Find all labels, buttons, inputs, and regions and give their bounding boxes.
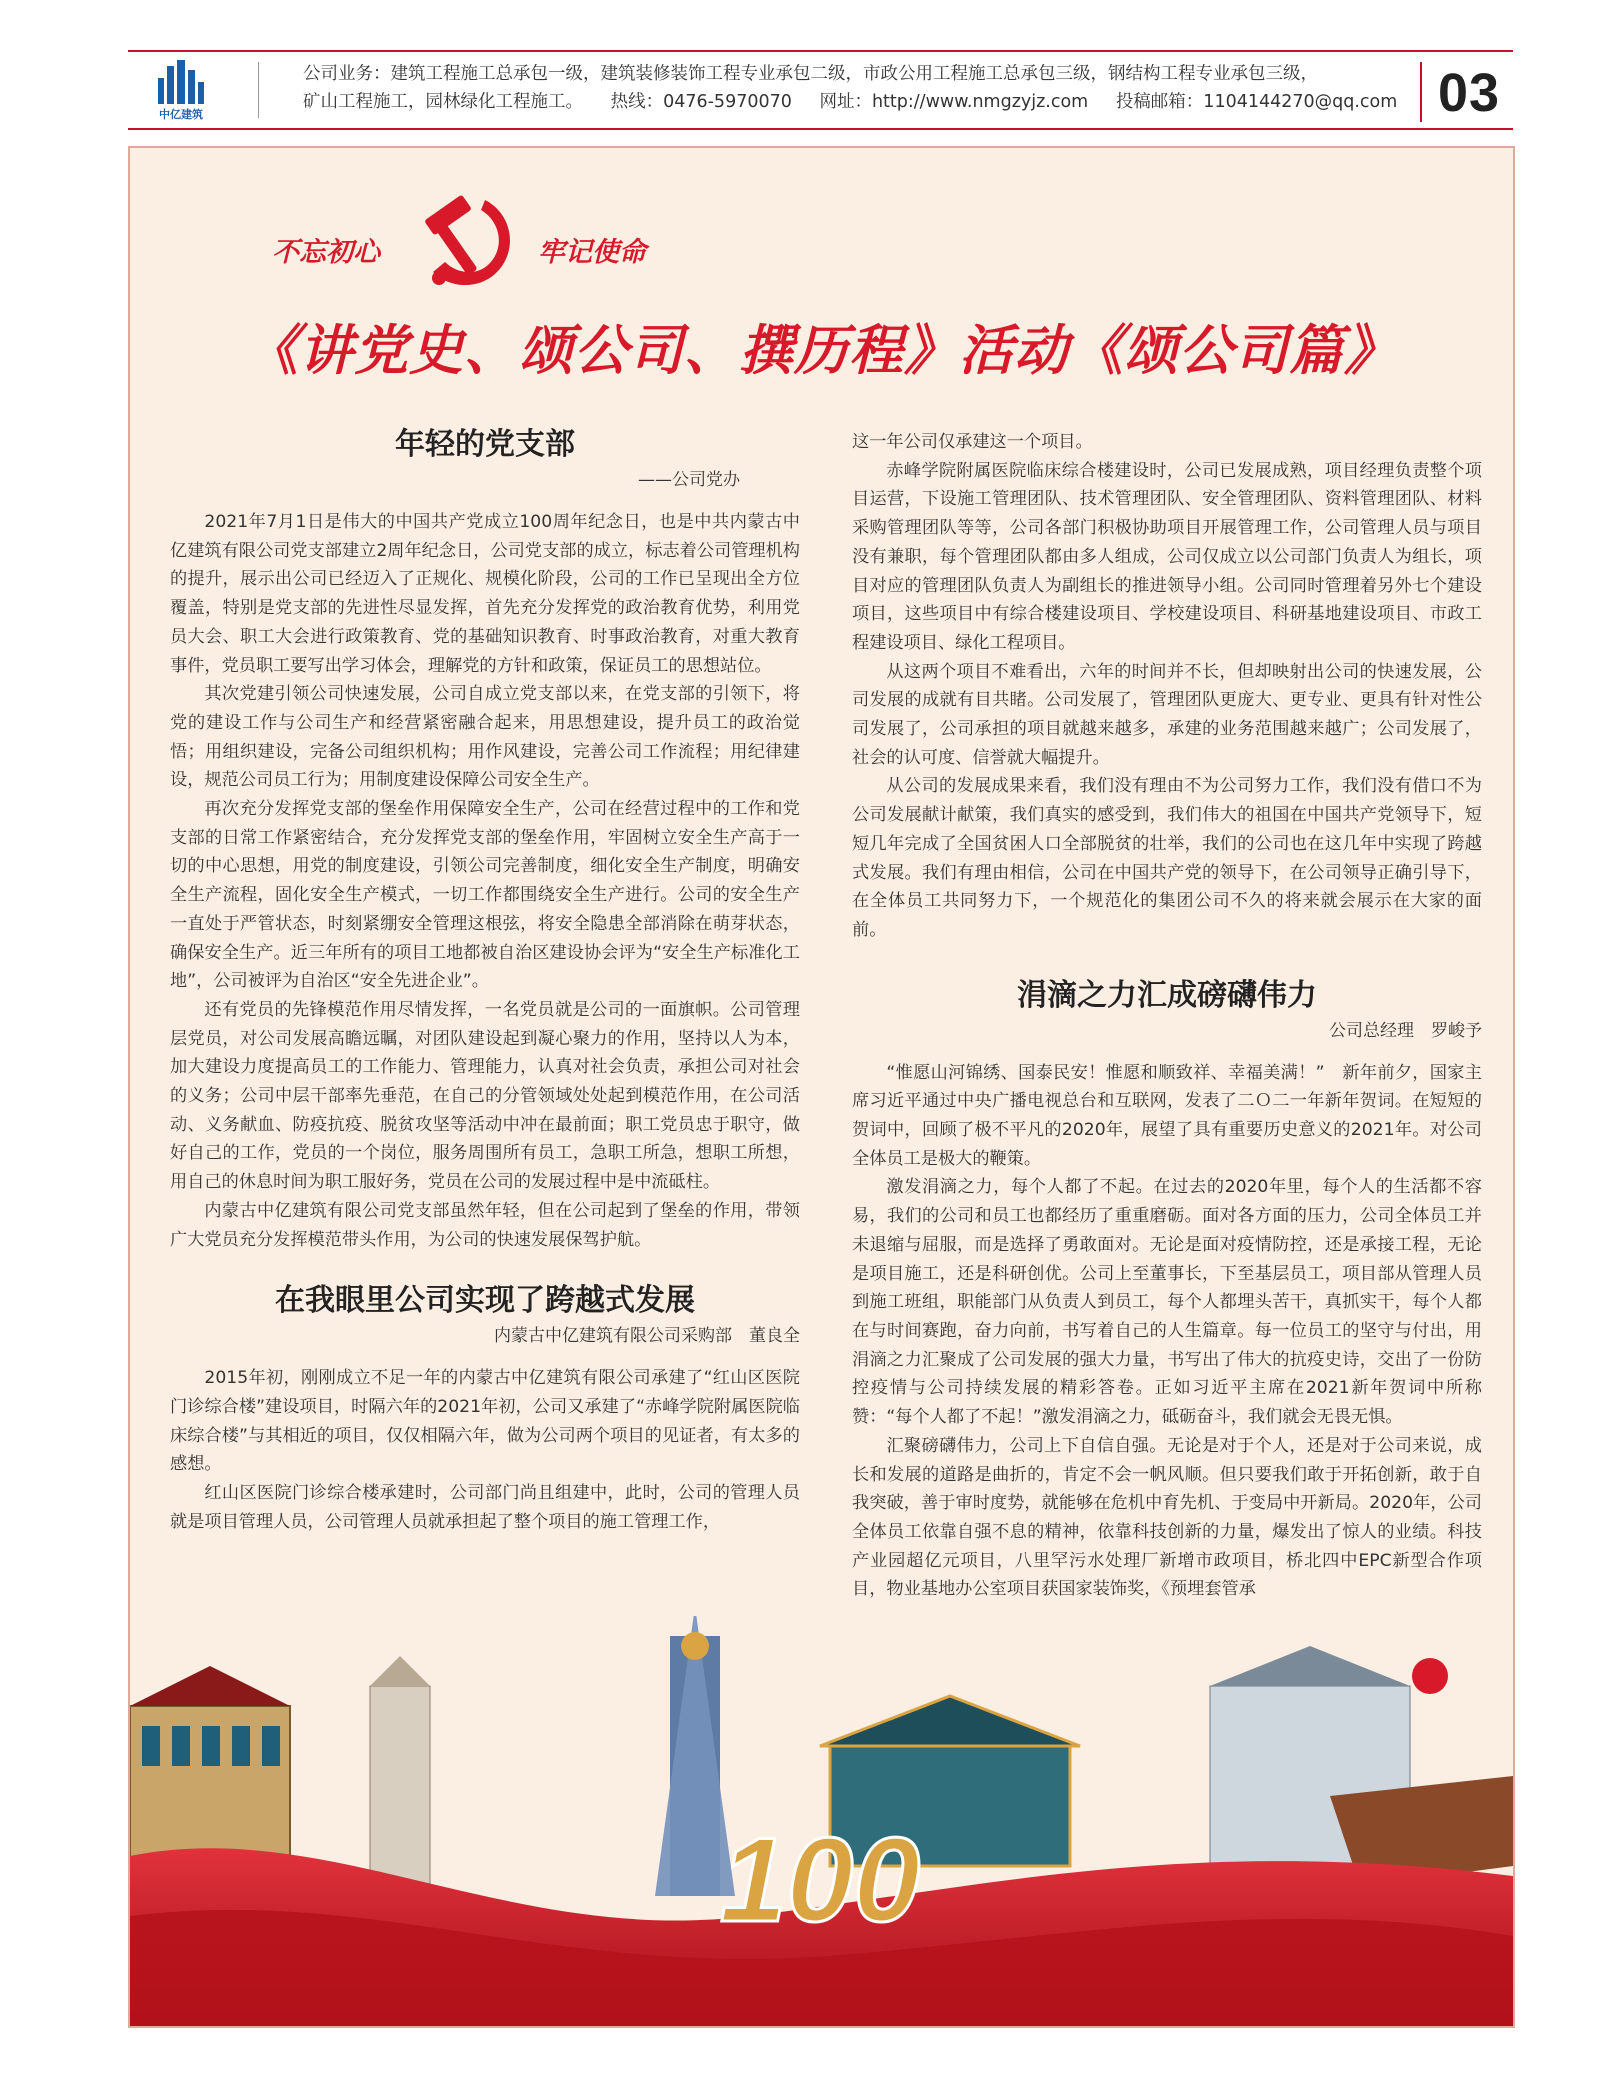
- article-1-paragraph: 2021年7月1日是伟大的中国共产党成立100周年纪念日，也是中共内蒙古中亿建筑有限公司党支部建立2周年纪念日，公司党支部的成立，标志着公司管理机构的提升，展示出公司已经迈入了正规化、规模化阶段，公司的工作已呈现出全方位覆盖，特别是党支部的先进性尽显发挥，首先充分发挥党的政治教育优势，利用党员大会、职工大会进行政策教育、党的基础知识教育、时事政治教育，对重大教育事件，党员职工要写出学习体会，理解党的方针和政策，保证员工的思想站位。: [170, 512, 800, 676]
- article-3-paragraph: “惟愿山河锦绣、国泰民安！惟愿和顺致祥、幸福美满！” 新年前夕，国家主席习近平通过中央广播电视总台和互联网，发表了二Ｏ二一年新年贺词。在短短的贺词中，回顾了极不平凡的2020年，展望了具有重要历史意义的2021年。对公司全体员工是极大的鞭策。: [852, 1062, 1482, 1169]
- company-logo: [136, 58, 226, 122]
- building-logo-icon: [158, 60, 204, 104]
- article-1-paragraph: 内蒙古中亿建筑有限公司党支部虽然年轻，但在公司起到了堡垒的作用，带领广大党员充分发挥模范带头作用，为公司的快速发展保驾护航。: [170, 1200, 800, 1250]
- submission-email: 投稿邮箱：1104144270@qq.com: [1115, 92, 1398, 112]
- business-line-1: 公司业务：建筑工程施工总承包一级，建筑装修装饰工程专业承包二级，市政公用工程施工总承包三级，钢结构工程专业承包三级，: [303, 64, 1318, 84]
- article-3-paragraph: 激发涓滴之力，每个人都了不起。在过去的2020年里，每个人的生活都不容易，我们的公司和员工也都经历了重重磨砺。面对各方面的压力，公司全体员工并未退缩与屈服，而是选择了勇敢面对。无论是面对疫情防控，还是承接工程，无论是项目施工，还是科研创优。公司上至董事长，下至基层员工，项目部从管理人员到施工班组，职能部门从负责人到员工，每个人都埋头苦干，真抓实干，每个人都在与时间赛跑，奋力向前，书写着自己的人生篇章。每一位员工的坚守与付出，用涓滴之力汇聚成了公司发展的强大力量，书写出了伟大的抗疫史诗，交出了一份防控疫情与公司持续发展的精彩答卷。正如习近平主席在2021新年贺词中所称赞：“每个人都了不起！”激发涓滴之力，砥砺奋斗，我们就会无畏无惧。: [852, 1177, 1482, 1428]
- article-2-paragraph: 从这两个项目不难看出，六年的时间并不长，但却映射出公司的快速发展，公司发展的成就有目共睹。公司发展了，管理团队更庞大、更专业、更具有针对性公司发展了，公司承担的项目就越来越多，承建的业务范围越来越广；公司发展了，社会的认可度、信誉就大幅提升。: [852, 661, 1482, 768]
- hotline: 热线：0476-5970070: [610, 92, 792, 112]
- website: 网址：http://www.nmgzyjz.com: [819, 92, 1089, 112]
- company-info: [303, 60, 1503, 116]
- article-1-paragraph: 还有党员的先锋模范作用尽情发挥，一名党员就是公司的一面旗帜。公司管理层党员，对公司发展高瞻远瞩，对团队建设起到凝心聚力的作用，坚持以人为本，加大建设力度提高员工的工作能力、管理能力，认真对社会负责，承担公司对社会的义务；公司中层干部率先垂范，在自己的分管领域处处起到模范作用，在公司活动、义务献血、防疫抗疫、脱贫攻坚等活动中冲在最前面；职工党员忠于职守，做好自己的工作，党员的一个岗位，服务周围所有员工，急职工所急，想职工所想，用自己的休息时间为职工服好务，党员在公司的发展过程中是中流砥柱。: [170, 999, 800, 1193]
- article-3-title: 涓滴之力汇成磅礴伟力: [1017, 977, 1317, 1013]
- centenary-illustration: [130, 1616, 1513, 2026]
- article-2-title: 在我眼里公司实现了跨越式发展: [275, 1283, 695, 1319]
- content-panel: [128, 146, 1515, 2028]
- article-3-author: 公司总经理 罗峻予: [1329, 1020, 1482, 1041]
- anniversary-number: 100: [719, 1813, 921, 1947]
- hammer-sickle-icon: [415, 186, 525, 296]
- article-1-author: ——公司党办: [638, 470, 740, 490]
- article-1-paragraph: 其次党建引领公司快速发展，公司自成立党支部以来，在党支部的引领下，将党的建设工作与公司生产和经营紧密融合起来，用思想建设，提升员工的政治觉悟；用组织建设，完备公司组织机构；用作风建设，完善公司工作流程；用纪律建设，规范公司员工行为；用制度建设保障公司安全生产。: [170, 684, 800, 791]
- page-number-box: [1420, 62, 1507, 122]
- article-1-title: 年轻的党支部: [395, 427, 575, 462]
- article-2-continued: 这一年公司仅承建这一个项目。: [852, 432, 1093, 452]
- article-3-paragraph: 汇聚磅礴伟力，公司上下自信自强。无论是对于个人，还是对于公司来说，成长和发展的道路是曲折的，肯定不会一帆风顺。但只要我们敢于开拓创新，敢于自我突破，善于审时度势，就能够在危机中育先机、于变局中开新局。2020年，公司全体员工依靠自强不息的精神，依靠科技创新的力量，爆发出了惊人的业绩。科技产业园超亿元项目，八里罕污水处理厂新增市政项目，桥北四中EPC新型合作项目，物业基地办公室项目获国家装饰奖，《预埋套管承: [852, 1435, 1482, 1600]
- article-2-paragraph: 红山区医院门诊综合楼承建时，公司部门尚且组建中，此时，公司的管理人员就是项目管理人员，公司管理人员就承担起了整个项目的施工管理工作，: [170, 1483, 800, 1532]
- business-scope-2: 矿山工程施工，园林绿化工程施工。: [303, 92, 583, 112]
- article-1-paragraph: 再次充分发挥党支部的堡垒作用保障安全生产，公司在经营过程中的工作和党支部的日常工作紧密结合，充分发挥党支部的堡垒作用，牢固树立安全生产高于一切的中心思想，用党的制度建设，引领公司完善制度，细化安全生产制度，明确安全生产流程，固化安全生产模式，一切工作都围绕安全生产进行。公司的安全生产一直处于严管状态，时刻紧绷安全管理这根弦，将安全隐患全部消除在萌芽状态，确保安全生产。近三年所有的项目工地都被自治区建设协会评为“安全生产标准化工地”，公司被评为自治区“安全先进企业”。: [170, 799, 800, 992]
- left-column: [170, 424, 800, 1537]
- article-2-paragraph: 赤峰学院附属医院临床综合楼建设时，公司已发展成熟，项目经理负责整个项目运营，下设施工管理团队、技术管理团队、安全管理团队、资料管理团队、材料采购管理团队等等，公司各部门积极协助项目开展管理工作，公司管理人员与项目没有兼职，每个管理团队都由多人组成，公司仅成立以公司部门负责人为组长，项目对应的管理团队负责人为副组长的推进领导小组。公司同时管理着另外七个建设项目，这些项目中有综合楼建设项目、学校建设项目、科研基地建设项目、市政工程建设项目、绿化工程项目。: [852, 460, 1482, 653]
- header-divider: [258, 62, 259, 118]
- logo-text: 中亿建筑: [159, 108, 203, 121]
- slogan-right: 牢记使命: [538, 237, 646, 268]
- business-line-2: [303, 88, 1503, 116]
- right-column: [852, 428, 1482, 1604]
- main-title: 《讲党史、颂公司、撰历程》活动《颂公司篇》: [244, 319, 1399, 382]
- article-2-author: 内蒙古中亿建筑有限公司采购部 董良全: [494, 1326, 800, 1347]
- page-header: [128, 50, 1513, 130]
- article-2-paragraph: 从公司的发展成果来看，我们没有理由不为公司努力工作，我们没有借口不为公司发展献计献策，我们真实的感受到，我们伟大的祖国在中国共产党领导下，短短几年完成了全国贫困人口全部脱贫的壮举，我们的公司也在这几年中实现了跨越式发展。我们有理由相信，公司在中国共产党的领导下，在公司领导正确引导下，在全体员工共同努力下，一个规范化的集团公司不久的将来就会展示在大家的面前。: [852, 776, 1482, 940]
- slogan-left: 不忘初心: [272, 237, 380, 268]
- page-number: 03: [1438, 63, 1501, 123]
- article-2-paragraph: 2015年初，刚刚成立不足一年的内蒙古中亿建筑有限公司承建了“红山区医院门诊综合楼”建设项目，时隔六年的2021年初，公司又承建了“赤峰学院附属医院临床综合楼”与其相近的项目，仅仅相隔六年，做为公司两个项目的见证者，有太多的感想。: [170, 1368, 800, 1475]
